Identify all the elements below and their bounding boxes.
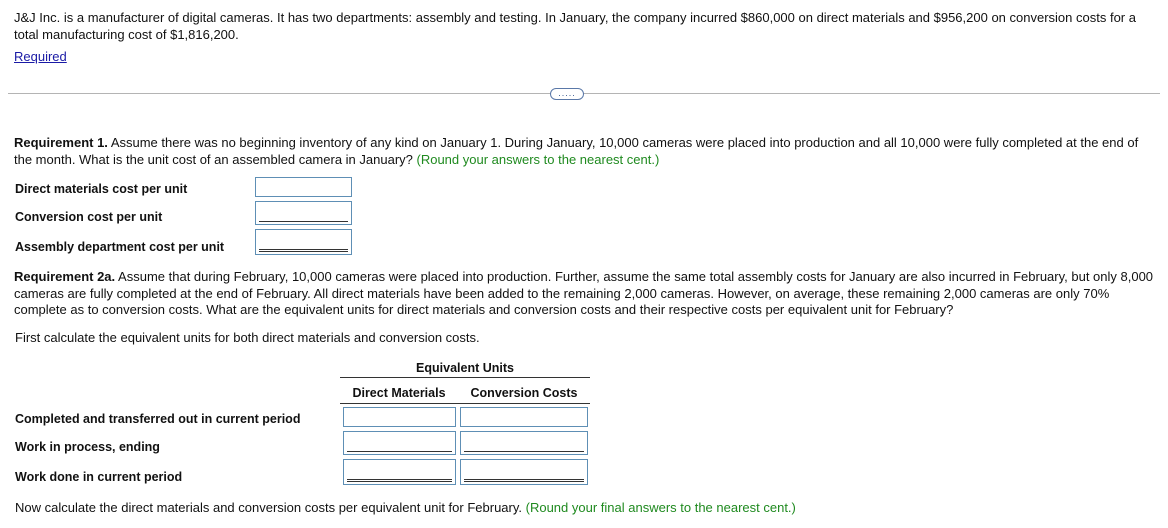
header-rule-top: [340, 377, 590, 378]
section-divider: [8, 93, 1160, 94]
direct-materials-column-header: Direct Materials: [352, 386, 446, 400]
requirement-1-text: [14, 135, 1154, 168]
work-done-dm-input[interactable]: [344, 460, 455, 484]
wip-ending-dm-input[interactable]: [344, 432, 455, 454]
requirement-1-heading: Requirement 1.: [14, 135, 108, 150]
wip-ending-cc-field[interactable]: [460, 431, 588, 455]
equivalent-units-header: Equivalent Units: [416, 361, 514, 375]
work-done-cc-field[interactable]: [460, 459, 588, 485]
assembly-cost-label: Assembly department cost per unit: [15, 240, 225, 254]
work-done-cc-input[interactable]: [461, 460, 587, 484]
problem-intro: J&J Inc. is a manufacturer of digital cameras. It has two departments: assembly and testing. In January, the company incurred $860,000 on direct materials and $956,200 on conversion costs for a total manufacturing cost of $1,816,200.: [14, 10, 1136, 42]
completed-transferred-dm-field[interactable]: [343, 407, 456, 427]
conversion-cost-input[interactable]: [256, 202, 351, 224]
required-link[interactable]: Required: [14, 49, 67, 64]
direct-materials-cost-label: Direct materials cost per unit: [15, 182, 188, 196]
completed-transferred-label: Completed and transferred out in current period: [15, 412, 301, 426]
assembly-cost-field[interactable]: [255, 229, 352, 255]
completed-transferred-cc-field[interactable]: [460, 407, 588, 427]
now-calculate-hint: (Round your final answers to the nearest cent.): [525, 500, 796, 515]
expand-ellipsis-button[interactable]: .....: [550, 88, 584, 100]
direct-materials-cost-field[interactable]: [255, 177, 352, 197]
work-done-label: Work done in current period: [15, 470, 183, 484]
direct-materials-cost-input[interactable]: [256, 178, 351, 196]
requirement-2a-text: [14, 269, 1154, 319]
header-rule-bottom: [340, 403, 590, 404]
wip-ending-label: Work in process, ending: [15, 440, 160, 454]
now-calculate-body: Now calculate the direct materials and conversion costs per equivalent unit for February.: [15, 500, 526, 515]
now-calculate-text: [15, 500, 1155, 515]
conversion-cost-field[interactable]: [255, 201, 352, 225]
assembly-cost-input[interactable]: [256, 230, 351, 254]
first-calculate-text: First calculate the equivalent units for both direct materials and conversion costs.: [15, 330, 480, 345]
requirement-1-hint: (Round your answers to the nearest cent.): [416, 151, 660, 167]
work-done-dm-field[interactable]: [343, 459, 456, 485]
wip-ending-dm-field[interactable]: [343, 431, 456, 455]
conversion-cost-label: Conversion cost per unit: [15, 210, 163, 224]
requirement-2a-body: Assume that during February, 10,000 cameras were placed into production. Further, assume the same total assembly costs for January are also incurred in February, but only 8,000 cameras are fully completed at the end of February. All direct materials have been added to the remaining 2,000 cameras. However, on average, these remaining 2,000 cameras are only 70% complete as to conversion costs. What are the equivalent units for direct materials and conversion costs and their respective costs per equivalent unit for February?: [14, 269, 1154, 317]
requirement-1-body: Assume there was no beginning inventory of any kind on January 1. During January, 10,000 cameras were placed into production and all 10,000 were fully completed at the end of the month. What is the unit cost of an assembled camera in January?: [14, 135, 1139, 167]
requirement-2a-heading: Requirement 2a.: [14, 269, 116, 284]
conversion-costs-column-header: Conversion Costs: [470, 386, 578, 400]
completed-transferred-cc-input[interactable]: [461, 408, 587, 426]
wip-ending-cc-input[interactable]: [461, 432, 587, 454]
completed-transferred-dm-input[interactable]: [344, 408, 455, 426]
